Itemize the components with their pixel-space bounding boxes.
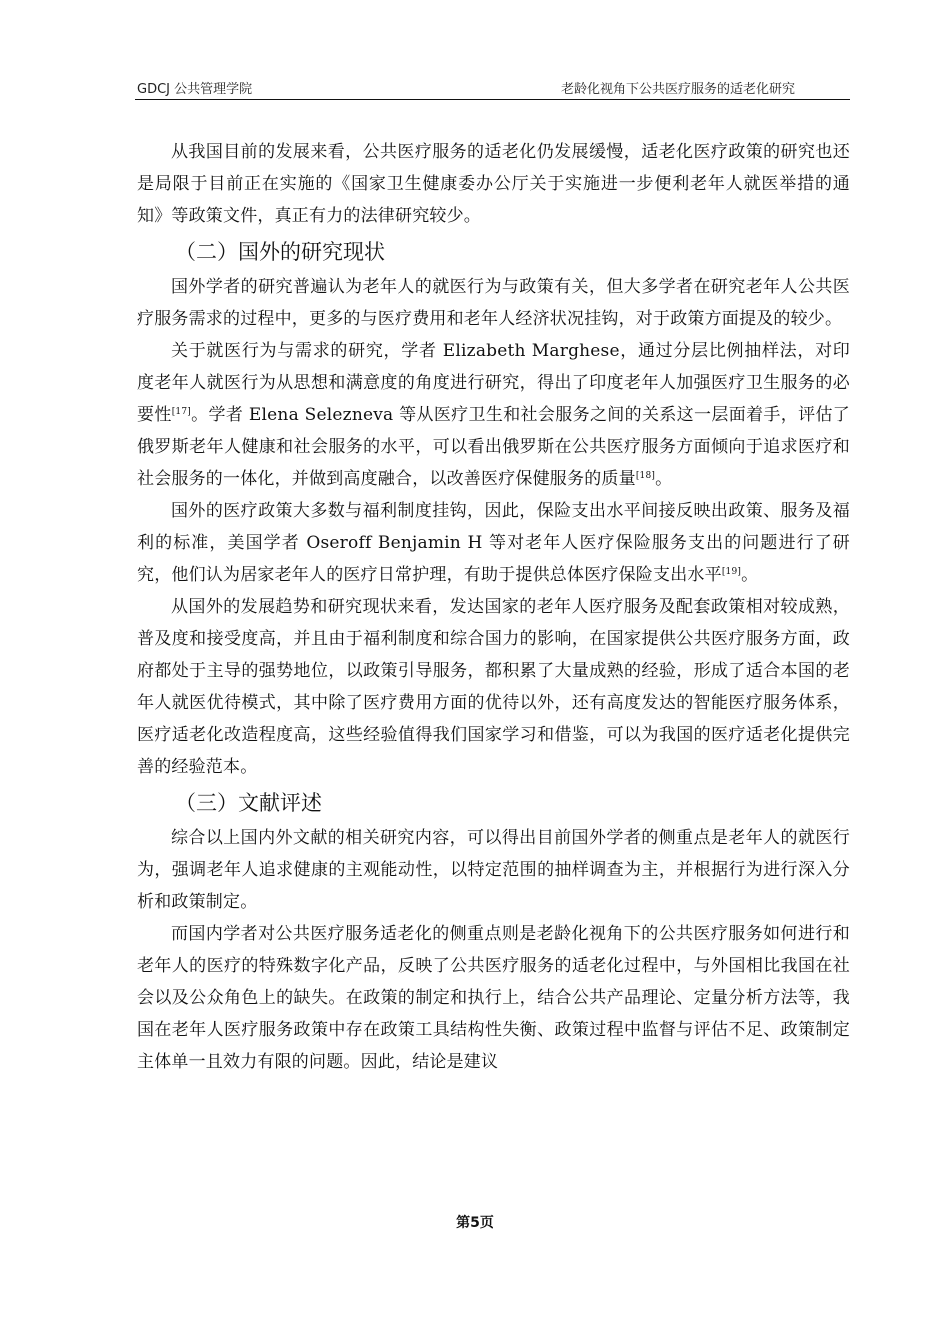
body-paragraph: [137, 495, 850, 591]
body-paragraph: [137, 335, 850, 495]
header-institution: GDCJ 公共管理学院: [137, 82, 253, 97]
header-paper-title: 老龄化视角下公共医疗服务的适老化研究: [560, 82, 795, 97]
body-paragraph: 综合以上国内外文献的相关研究内容，可以得出目前国外学者的侧重点是老年人的就医行为，强调老年人追求健康的主观能动性，以特定范围的抽样调查为主，并根据行为进行深入分析和政策制定。: [137, 828, 850, 912]
body-paragraph: 从我国目前的发展来看，公共医疗服务的适老化仍发展缓慢，适老化医疗政策的研究也还是局限于目前正在实施的《国家卫生健康委办公厅关于实施进一步便利老年人就医举措的通知》等政策文件，真正有力的法律研究较少。: [137, 142, 850, 226]
paragraph-text: 关于就医行为与需求的研究，学者 Elizabeth Marghese，通过分层比例抽样法，对印度老年人就医行为从思想和满意度的角度进行研究，得出了印度老年人加强医疗卫生服务的必要性: [137, 341, 850, 425]
body-paragraph: 国外学者的研究普遍认为老年人的就医行为与政策有关，但大多学者在研究老年人公共医疗服务需求的过程中，更多的与医疗费用和老年人经济状况挂钩，对于政策方面提及的较少。: [137, 277, 850, 329]
paragraph-text: 。: [655, 469, 673, 489]
body-paragraph: 从国外的发展趋势和研究现状来看，发达国家的老年人医疗服务及配套政策相对较成熟，普及度和接受度高，并且由于福利制度和综合国力的影响，在国家提供公共医疗服务方面，政府都处于主导的强势地位，以政策引导服务，都积累了大量成熟的经验，形成了适合本国的老年人就医优待模式，其中除了医疗费用方面的优待以外，还有高度发达的智能医疗服务体系，医疗适老化改造程度高，这些经验值得我们国家学习和借鉴，可以为我国的医疗适老化提供完善的经验范本。: [137, 597, 850, 777]
citation-ref-17: [17]: [171, 407, 191, 417]
paragraph-text: 国外的医疗政策大多数与福利制度挂钩，因此，保险支出水平间接反映出政策、服务及福利的标准，美国学者 Oseroff Benjamin H 等对老年人医疗保险服务支出的问题进行了研究，他们认为居家老年人的医疗日常护理，有助于提供总体医疗保险支出水平: [137, 501, 850, 585]
section-heading-foreign-research: （二）国外的研究现状: [175, 240, 385, 264]
page-body: [137, 136, 850, 1078]
citation-ref-18: [18]: [635, 471, 656, 481]
paragraph-text: 。学者 Elena Selezneva 等从医疗卫生和社会服务之间的关系这一层面着手，评估了俄罗斯老年人健康和社会服务的水平，可以看出俄罗斯在公共医疗服务方面倾向于追求医疗和社会服务的一体化，并做到高度融合，以改善医疗保健服务的质量: [137, 405, 851, 489]
section-heading-literature-review: （三）文献评述: [175, 791, 322, 815]
citation-ref-19: [19]: [721, 567, 742, 577]
header-divider: [135, 99, 850, 100]
paragraph-text: 。: [741, 565, 759, 585]
page-header: [135, 78, 850, 100]
page-number: 第5页: [456, 1215, 494, 1231]
body-paragraph: 而国内学者对公共医疗服务适老化的侧重点则是老龄化视角下的公共医疗服务如何进行和老年人的医疗的特殊数字化产品，反映了公共医疗服务的适老化过程中，与外国相比我国在社会以及公众角色上的缺失。在政策的制定和执行上，结合公共产品理论、定量分析方法等，我国在老年人医疗服务政策中存在政策工具结构性失衡、政策过程中监督与评估不足、政策制定主体单一且效力有限的问题。因此，结论是建议: [137, 924, 850, 1072]
